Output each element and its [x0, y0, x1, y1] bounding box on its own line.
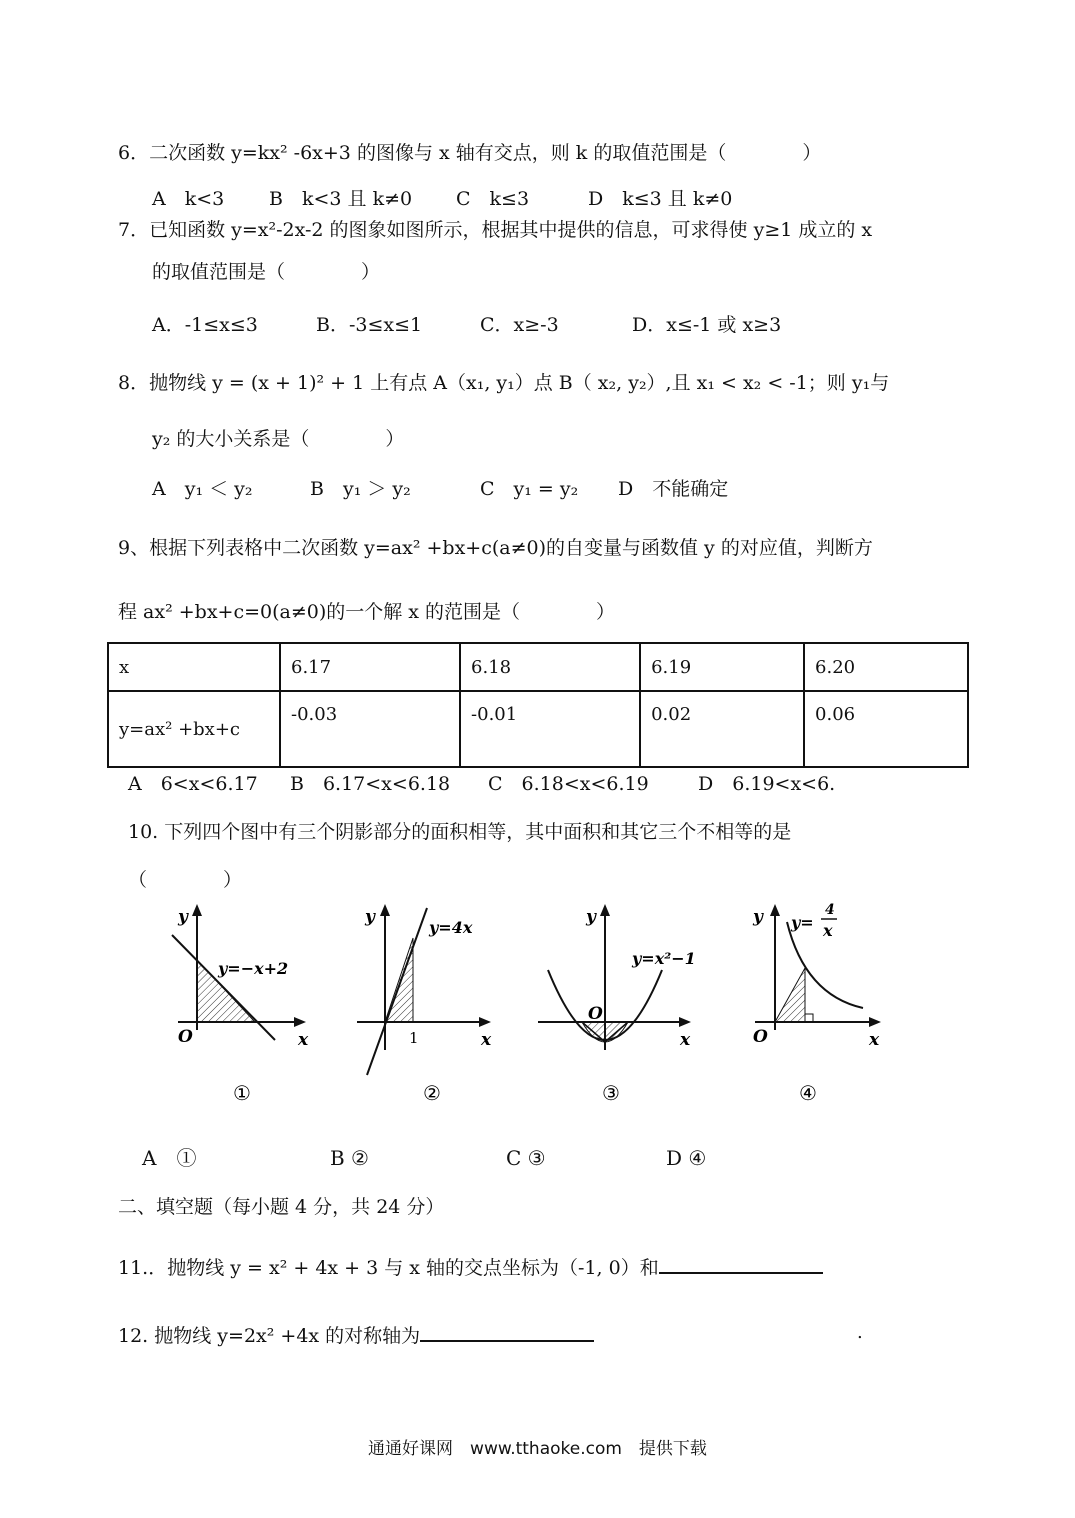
- formula-lhs: y=: [791, 913, 814, 932]
- table-cell: 0.06: [804, 691, 968, 767]
- q6-option-d: D k≤3 且 k≠0: [588, 188, 733, 210]
- q10-option-b: B ②: [330, 1146, 369, 1170]
- figure-number: ④: [799, 1081, 817, 1105]
- q8-option-b: B y₁ ＞ y₂: [310, 478, 411, 500]
- q11-text: [118, 1252, 823, 1280]
- q8-option-d: D 不能确定: [618, 478, 729, 500]
- y-axis-label: y: [586, 907, 596, 927]
- answer-blank: [420, 1320, 594, 1342]
- tick-label: 1: [409, 1029, 419, 1047]
- q10-option-d: D ④: [666, 1146, 707, 1170]
- q6-option-b: B k<3 且 k≠0: [269, 188, 413, 210]
- y-axis-label: y: [178, 907, 188, 927]
- q7-option-a: A．-1≤x≤3: [152, 314, 258, 336]
- values-table: [107, 642, 969, 768]
- formula-label: y=4x: [429, 918, 473, 937]
- q9-stem-line1: 9、根据下列表格中二次函数 y=ax² +bx+c(a≠0)的自变量与函数值 y 的对应值，判断方: [118, 537, 873, 559]
- table-cell: 6.17: [280, 643, 460, 691]
- table-cell: -0.03: [280, 691, 460, 767]
- q7-stem-line1: 7．已知函数 y=x²-2x-2 的图象如图所示，根据其中提供的信息，可求得使 y≥1 成立的 x: [118, 219, 873, 241]
- table-cell: x: [108, 643, 280, 691]
- figure-4: [735, 900, 895, 1115]
- x-axis-label: x: [680, 1030, 691, 1050]
- line-y-4x: [367, 908, 427, 1075]
- q6-stem: 6．二次函数 y=kx² -6x+3 的图像与 x 轴有交点，则 k 的取值范围是（ ）: [118, 142, 822, 164]
- q9-stem-line2: 程 ax² +bx+c=0(a≠0)的一个解 x 的范围是（ ）: [118, 601, 616, 623]
- q6-option-a: A k<3: [152, 188, 225, 210]
- formula-numerator: 4: [825, 902, 835, 918]
- formula-label: y=x²−1: [632, 949, 696, 968]
- x-axis-label: x: [481, 1030, 492, 1050]
- footer-text: 通通好课网 www.tthaoke.com 提供下载: [368, 1439, 707, 1459]
- table-row: [108, 691, 968, 767]
- figure-number: ②: [423, 1081, 441, 1105]
- q9-option-b: B 6.17<x<6.18: [290, 773, 451, 795]
- q12-tail-mark: .: [857, 1322, 863, 1343]
- figure-1: [160, 900, 320, 1115]
- x-axis-label: x: [869, 1030, 880, 1050]
- q8-option-a: A y₁ ＜ y₂: [152, 478, 253, 500]
- q7-option-d: D．x≤-1 或 x≥3: [632, 314, 782, 336]
- q12-stem: 12. 抛物线 y=2x² +4x 的对称轴为: [118, 1325, 421, 1347]
- table-cell: 0.02: [640, 691, 804, 767]
- q10-option-a: A ①: [142, 1146, 197, 1170]
- table-cell: 6.20: [804, 643, 968, 691]
- q10-stem-line1: 10. 下列四个图中有三个阴影部分的面积相等，其中面积和其它三个不相等的是: [128, 821, 792, 843]
- q7-option-c: C．x≥-3: [480, 314, 559, 336]
- table-cell: -0.01: [460, 691, 640, 767]
- q7-stem-line2: 的取值范围是（ ）: [152, 261, 381, 283]
- q10-option-c: C ③: [506, 1146, 546, 1170]
- q12-text: [118, 1320, 594, 1348]
- line-y-neg-x-plus-2: [172, 935, 275, 1040]
- origin-label: O: [753, 1027, 768, 1047]
- table-cell: y=ax² +bx+c: [108, 691, 280, 767]
- q8-stem-line2: y₂ 的大小关系是（ ）: [152, 428, 405, 450]
- origin-label: O: [178, 1027, 193, 1047]
- figure-3: [530, 900, 700, 1115]
- section-title: 二、填空题（每小题 4 分，共 24 分）: [118, 1196, 445, 1218]
- figure-number: ①: [233, 1081, 251, 1105]
- figure-number: ③: [602, 1081, 620, 1105]
- q8-stem-line1: 8．抛物线 y = (x + 1)² + 1 上有点 A（x₁, y₁）点 B（ x₂, y₂）,且 x₁ < x₂ < -1；则 y₁与: [118, 372, 890, 394]
- table-row: [108, 643, 968, 691]
- y-axis-label: y: [365, 907, 375, 927]
- q9-option-a: A 6<x<6.17: [128, 773, 258, 795]
- figure-2: [345, 900, 505, 1115]
- origin-label: O: [588, 1004, 603, 1024]
- table-cell: 6.19: [640, 643, 804, 691]
- formula-label: y=−x+2: [218, 959, 289, 978]
- q6-option-c: C k≤3: [456, 188, 530, 210]
- q10-stem-line2: （ ）: [128, 869, 243, 891]
- y-axis-label: y: [753, 907, 763, 927]
- q9-option-d: D 6.19<x<6.: [698, 773, 836, 795]
- q11-stem: 11.．抛物线 y = x² + 4x + 3 与 x 轴的交点坐标为（-1, 0）和: [118, 1257, 659, 1279]
- formula-denominator: x: [823, 921, 833, 940]
- answer-blank: [659, 1252, 823, 1274]
- q8-option-c: C y₁ = y₂: [480, 478, 579, 500]
- x-axis-label: x: [298, 1030, 309, 1050]
- q9-option-c: C 6.18<x<6.19: [488, 773, 649, 795]
- q7-option-b: B．-3≤x≤1: [316, 314, 423, 336]
- table-cell: 6.18: [460, 643, 640, 691]
